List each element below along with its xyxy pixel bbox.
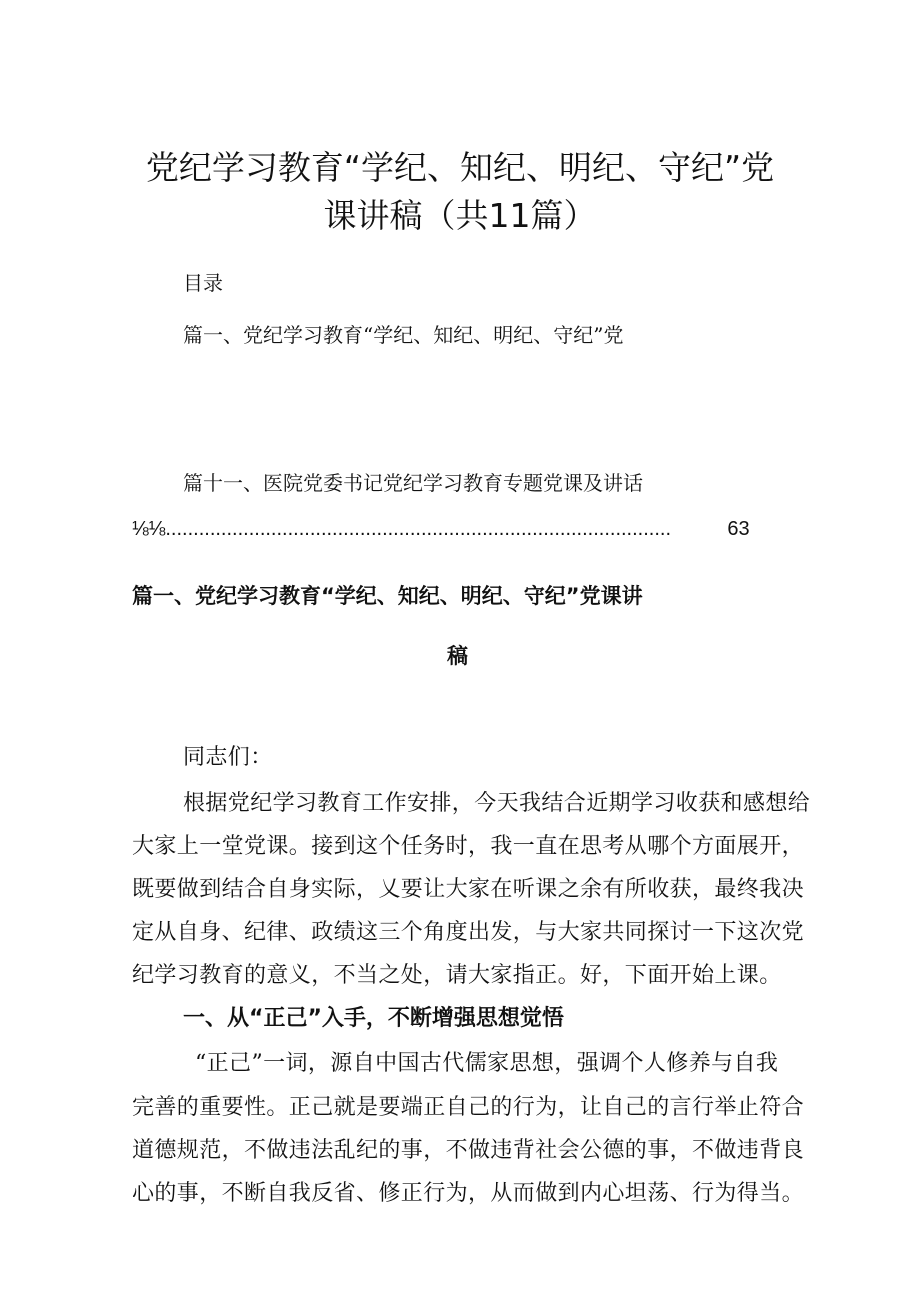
toc-page-number: 63 (727, 518, 750, 540)
salutation: 同志们： (183, 745, 273, 770)
toc-item-11[interactable]: 篇十一、医院党委书记党纪学习教育专题党课及讲话 (183, 471, 643, 495)
paragraph-1-line-5: 纪学习教育的意义，不当之处，请大家指正。好，下面开始上课。 (132, 963, 782, 988)
toc-leader-dots: ........................................................................................... (165, 518, 672, 540)
paragraph-1-line-4: 定从自身、纪律、政绩这三个角度出发，与大家共同探讨一下这次党 (132, 920, 805, 945)
toc-heading: 目录 (183, 271, 223, 295)
document-title-line-1: 党纪学习教育“学纪、知纪、明纪、守纪”党 (145, 148, 775, 187)
toc-leader-prefix: ⅛⅛ (132, 518, 166, 540)
paragraph-1-line-1: 根据党纪学习教育工作安排，今天我结合近期学习收获和感想给 (183, 791, 811, 816)
document-title-line-2: 课讲稿（共11篇） (323, 196, 597, 235)
toc-leader-line[interactable] (132, 518, 750, 541)
article-heading-line-1: 篇一、党纪学习教育“学纪、知纪、明纪、守纪”党课讲 (132, 584, 643, 608)
paragraph-1-line-3: 既要做到结合自身实际，乂要让大家在听课之余有所收获，最终我决 (132, 877, 805, 902)
article-heading-line-2: 稿 (447, 644, 468, 668)
toc-item-1[interactable]: 篇一、党纪学习教育“学纪、知纪、明纪、守纪”党 (183, 323, 624, 347)
paragraph-2-line-2: 完善的重要性。正己就是要端正自己的行为，让自己的言行举止符合 (132, 1095, 805, 1120)
paragraph-2-line-1: “正己”一词，源自中国古代儒家思想，强调个人修养与自我 (195, 1051, 779, 1076)
paragraph-2-line-3: 道德规范，不做违法乱纪的事，不做违背社会公德的事，不做违背良 (132, 1138, 805, 1163)
paragraph-1-line-2: 大家上一堂党课。接到这个任务时，我一直在思考从哪个方面展开， (132, 834, 805, 859)
section-1-heading: 一、从“正己”入手，不断增强思想觉悟 (183, 1006, 564, 1031)
paragraph-2-line-4: 心的事，不断自我反省、修正行为，从而做到内心坦荡、行为得当。 (132, 1181, 805, 1206)
